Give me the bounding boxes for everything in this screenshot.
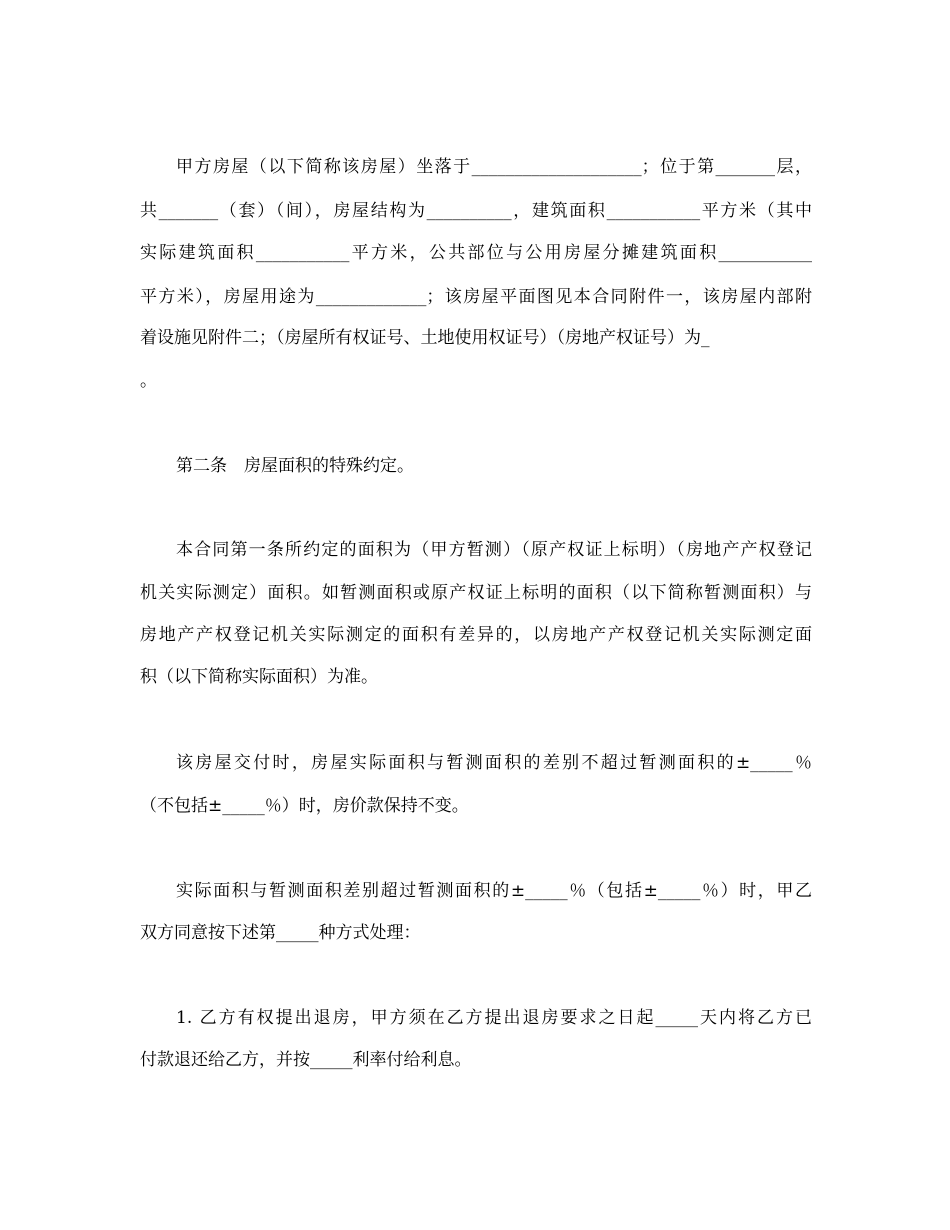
text-line: 本合同第一条所约定的面积为（甲方暂测）（原产权证上标明）（房地产产权登记 [176,540,812,560]
text-line: 实际面积与暂测面积差别超过暂测面积的±_____％（包括±_____％）时，甲乙 [176,881,812,901]
text-line: 积（以下简称实际面积）为准。 [140,667,378,687]
text-line: （不包括±_____％）时，房价款保持不变。 [140,796,469,816]
text-line: 甲方房屋（以下简称该房屋）坐落于____________________；位于第_______层， [176,157,812,177]
text-line: 双方同意按下述第_____种方式处理： [140,923,421,943]
text-line: 该房屋交付时，房屋实际面积与暂测面积的差别不超过暂测面积的±_____％ [176,753,812,773]
text-line: 1. 乙方有权提出退房，甲方须在乙方提出退房要求之日起_____天内将乙方已 [176,1008,812,1028]
text-line: 付款退还给乙方，并按_____利率付给利息。 [140,1050,472,1070]
text-line: 机关实际测定）面积。如暂测面积或原产权证上标明的面积（以下简称暂测面积）与 [140,583,812,603]
text-line: 着设施见附件二；（房屋所有权证号、土地使用权证号）（房地产权证号）为_ [140,328,710,348]
text-line: 。 [140,371,157,391]
text-line: 房地产产权登记机关实际测定的面积有差异的，以房地产产权登记机关实际测定面 [140,625,812,645]
text-line: 共_______（套）（间），房屋结构为__________，建筑面积___________平方米（其中 [140,201,812,221]
article-two-title: 第二条 房屋面积的特殊约定。 [176,456,414,476]
text-line: 平方米），房屋用途为_____________；该房屋平面图见本合同附件一，该房屋内部附 [140,287,812,307]
text-line: 实际建筑面积___________平方米，公共部位与公用房屋分摊建筑面积___________ [140,243,812,263]
